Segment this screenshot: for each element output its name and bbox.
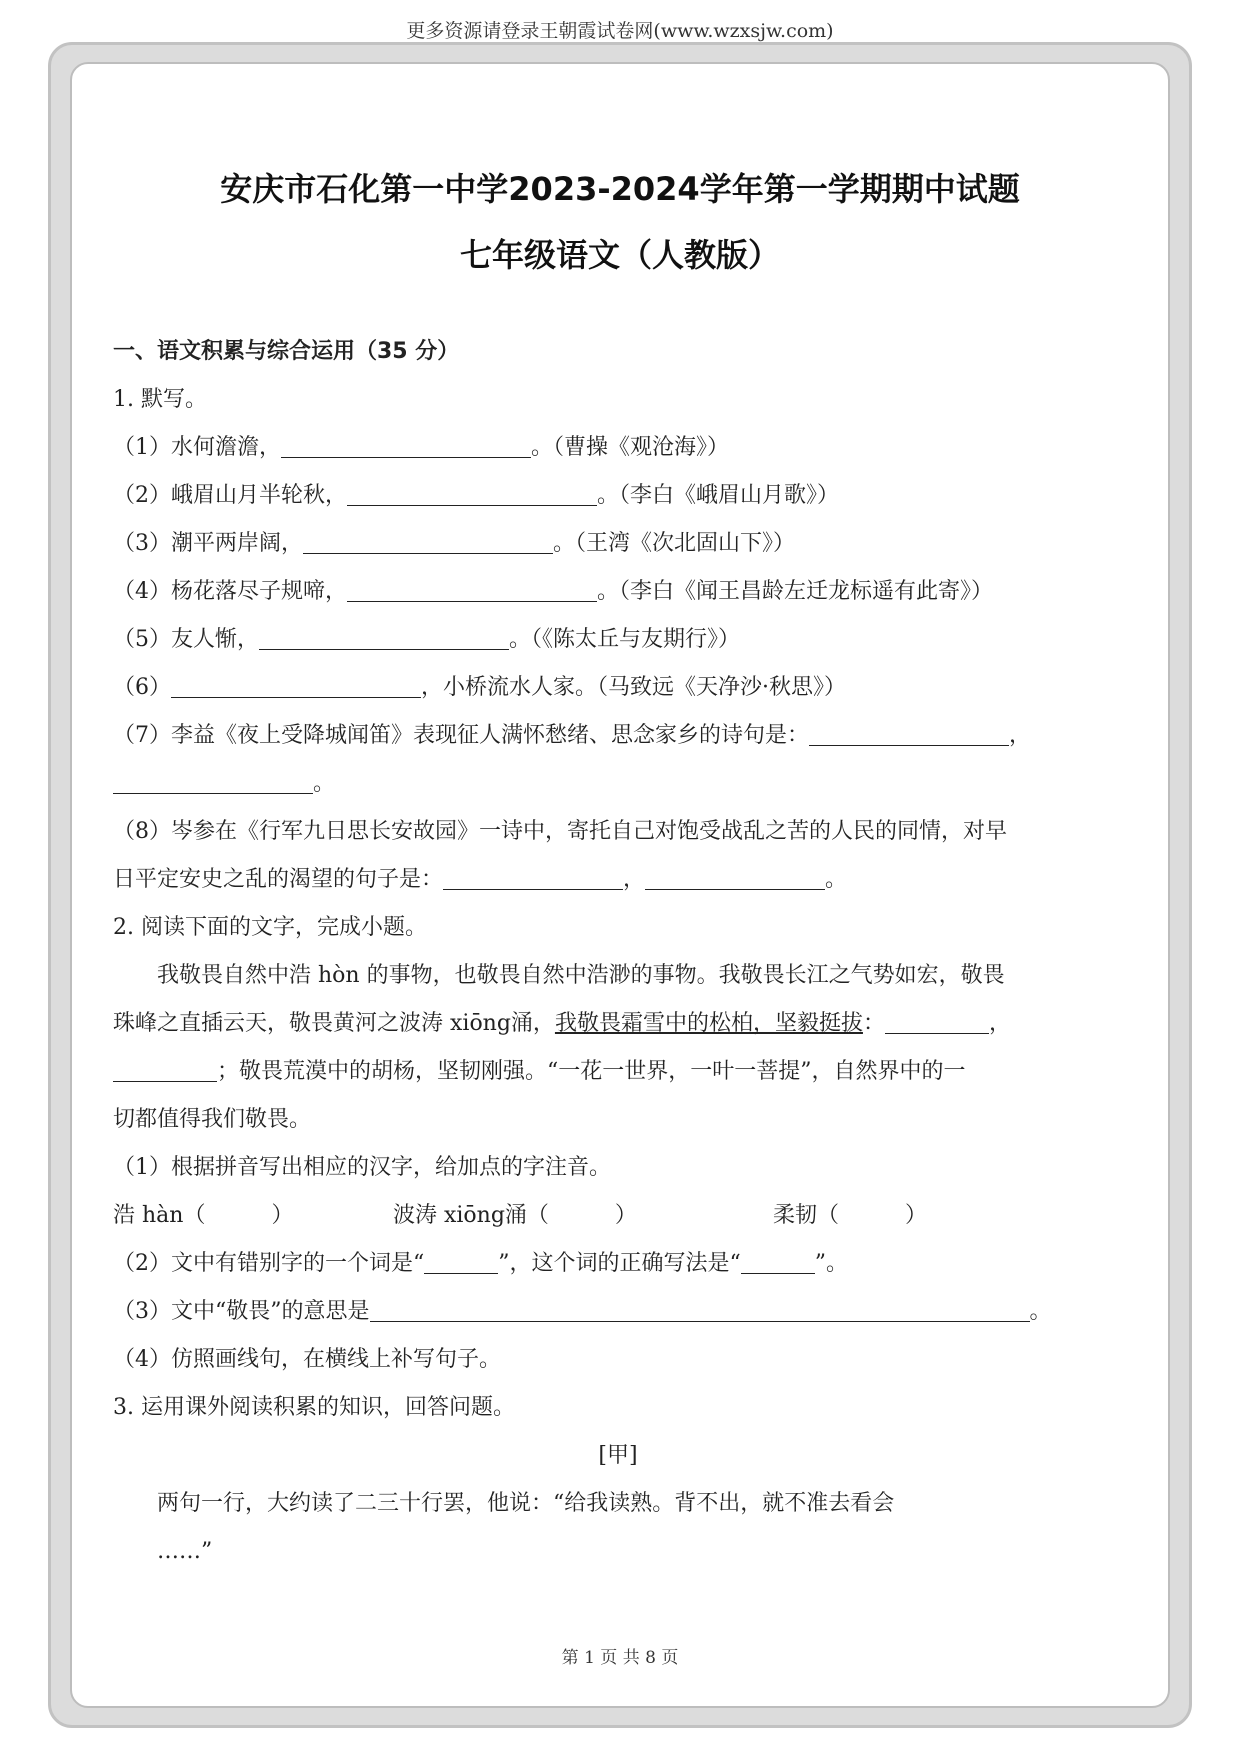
passage-text: 珠峰之直插云天，敬畏黄河之波涛 xiōng涌， xyxy=(113,1011,555,1036)
answer-blank[interactable] xyxy=(281,429,531,458)
pinyin-item-2: 波涛 xiōng涌（ ） xyxy=(393,1203,637,1228)
question-1-stem: 1. 默写。 xyxy=(113,387,207,412)
underlined-sentence: 我敬畏霜雪中的松柏，坚毅挺拔 xyxy=(554,1011,863,1036)
q1-item-8-text: 日平定安史之乱的渴望的句子是： xyxy=(113,867,444,892)
q1-item-1 xyxy=(113,424,1123,472)
answer-blank[interactable] xyxy=(113,1053,217,1082)
answer-blank[interactable] xyxy=(370,1293,1030,1322)
q2-sub-2-mid: ”，这个词的正确写法是“ xyxy=(498,1251,741,1276)
passage-jia-line-1: 两句一行，大约读了二三十行罢，他说：“给我读熟。背不出，就不准去看会 xyxy=(157,1491,895,1516)
q1-item-6-text: （6） xyxy=(113,675,171,700)
q1-item-7 xyxy=(113,712,1123,760)
answer-blank[interactable] xyxy=(113,765,313,794)
question-2-stem: 2. 阅读下面的文字，完成小题。 xyxy=(113,915,427,940)
q1-item-3 xyxy=(113,520,1123,568)
q1-item-7-cont xyxy=(113,760,1123,808)
q1-item-7-end: 。 xyxy=(313,771,336,796)
answer-blank[interactable] xyxy=(303,525,553,554)
passage-jia-label: [甲] xyxy=(598,1443,638,1468)
q1-item-6-source: ，小桥流水人家。（马致远《天净沙·秋思》） xyxy=(421,675,846,700)
answer-blank[interactable] xyxy=(171,669,421,698)
q1-item-1-source: 。（曹操《观沧海》） xyxy=(531,435,730,460)
q1-item-2-source: 。（李白《峨眉山月歌》） xyxy=(597,483,840,508)
q2-sub-2-text: （2）文中有错别字的一个词是“ xyxy=(113,1251,425,1276)
passage-colon: ： xyxy=(862,1011,885,1036)
site-header: 更多资源请登录王朝霞试卷网(www.wzxsjw.com) xyxy=(406,20,834,42)
exam-subtitle: 七年级语文（人教版） xyxy=(459,236,780,274)
q2-sub-3-text: （3）文中“敬畏”的意思是 xyxy=(113,1299,370,1324)
q1-item-5-text: （5）友人惭， xyxy=(113,627,259,652)
exam-content xyxy=(113,328,1123,1576)
pinyin-item-3: 柔韧（ ） xyxy=(773,1203,928,1228)
q1-item-8: （8）岑参在《行军九日思长安故园》一诗中，寄托自己对饱受战乱之苦的人民的同情，对早 xyxy=(113,819,1008,844)
q1-item-5 xyxy=(113,616,1123,664)
q1-item-4 xyxy=(113,568,1123,616)
q2-sub-3-end: 。 xyxy=(1029,1299,1052,1324)
answer-blank[interactable] xyxy=(424,1245,498,1274)
q1-item-4-source: 。（李白《闻王昌龄左迁龙标遥有此寄》） xyxy=(597,579,994,604)
q1-item-2-text: （2）峨眉山月半轮秋， xyxy=(113,483,347,508)
q1-item-4-text: （4）杨花落尽子规啼， xyxy=(113,579,347,604)
passage-line-3 xyxy=(113,1048,1123,1096)
q2-sub-1: （1）根据拼音写出相应的汉字，给加点的字注音。 xyxy=(113,1155,611,1180)
passage-text: ；敬畏荒漠中的胡杨，坚韧刚强。“一花一世界，一叶一菩提”，自然界中的一 xyxy=(217,1059,966,1084)
q1-item-8-cont xyxy=(113,856,1123,904)
q2-sub-3 xyxy=(113,1288,1123,1336)
q2-sub-4: （4）仿照画线句，在横线上补写句子。 xyxy=(113,1347,501,1372)
answer-blank[interactable] xyxy=(259,621,509,650)
question-3-stem: 3. 运用课外阅读积累的知识，回答问题。 xyxy=(113,1395,515,1420)
q1-item-2 xyxy=(113,472,1123,520)
answer-blank[interactable] xyxy=(645,861,825,890)
q1-item-6 xyxy=(113,664,1123,712)
pinyin-item-1: 浩 hàn（ ） xyxy=(113,1203,294,1228)
q2-sub-2 xyxy=(113,1240,1123,1288)
exam-title: 安庆市石化第一中学2023-2024学年第一学期期中试题 xyxy=(220,170,1020,208)
q2-sub-2-end: ”。 xyxy=(814,1251,848,1276)
q1-item-1-text: （1）水何澹澹， xyxy=(113,435,281,460)
answer-blank[interactable] xyxy=(741,1245,815,1274)
q1-item-5-source: 。（《陈太丘与友期行》） xyxy=(509,627,741,652)
q1-item-8-end: 。 xyxy=(825,867,848,892)
answer-blank[interactable] xyxy=(885,1005,989,1034)
pinyin-row xyxy=(113,1192,1123,1240)
passage-comma: ， xyxy=(988,1011,1011,1036)
q1-item-7-text: （7）李益《夜上受降城闻笛》表现征人满怀愁绪、思念家乡的诗句是： xyxy=(113,723,809,748)
passage-line-2 xyxy=(113,1000,1123,1048)
q1-item-7-comma: ， xyxy=(1009,723,1032,748)
page-footer: 第 1 页 共 8 页 xyxy=(561,1648,679,1668)
q1-item-3-text: （3）潮平两岸阔， xyxy=(113,531,303,556)
answer-blank[interactable] xyxy=(443,861,623,890)
answer-blank[interactable] xyxy=(347,573,597,602)
answer-blank[interactable] xyxy=(347,477,597,506)
answer-blank[interactable] xyxy=(809,717,1009,746)
q1-item-3-source: 。（王湾《次北固山下》） xyxy=(553,531,796,556)
section-heading: 一、语文积累与综合运用（35 分） xyxy=(113,339,460,364)
passage-jia-line-2: ……” xyxy=(157,1539,213,1564)
q1-item-8-comma: ， xyxy=(623,867,646,892)
passage-line-4: 切都值得我们敬畏。 xyxy=(113,1107,312,1132)
passage-line-1: 我敬畏自然中浩 hòn 的事物，也敬畏自然中浩渺的事物。我敬畏长江之气势如宏，敬畏 xyxy=(157,963,1005,988)
